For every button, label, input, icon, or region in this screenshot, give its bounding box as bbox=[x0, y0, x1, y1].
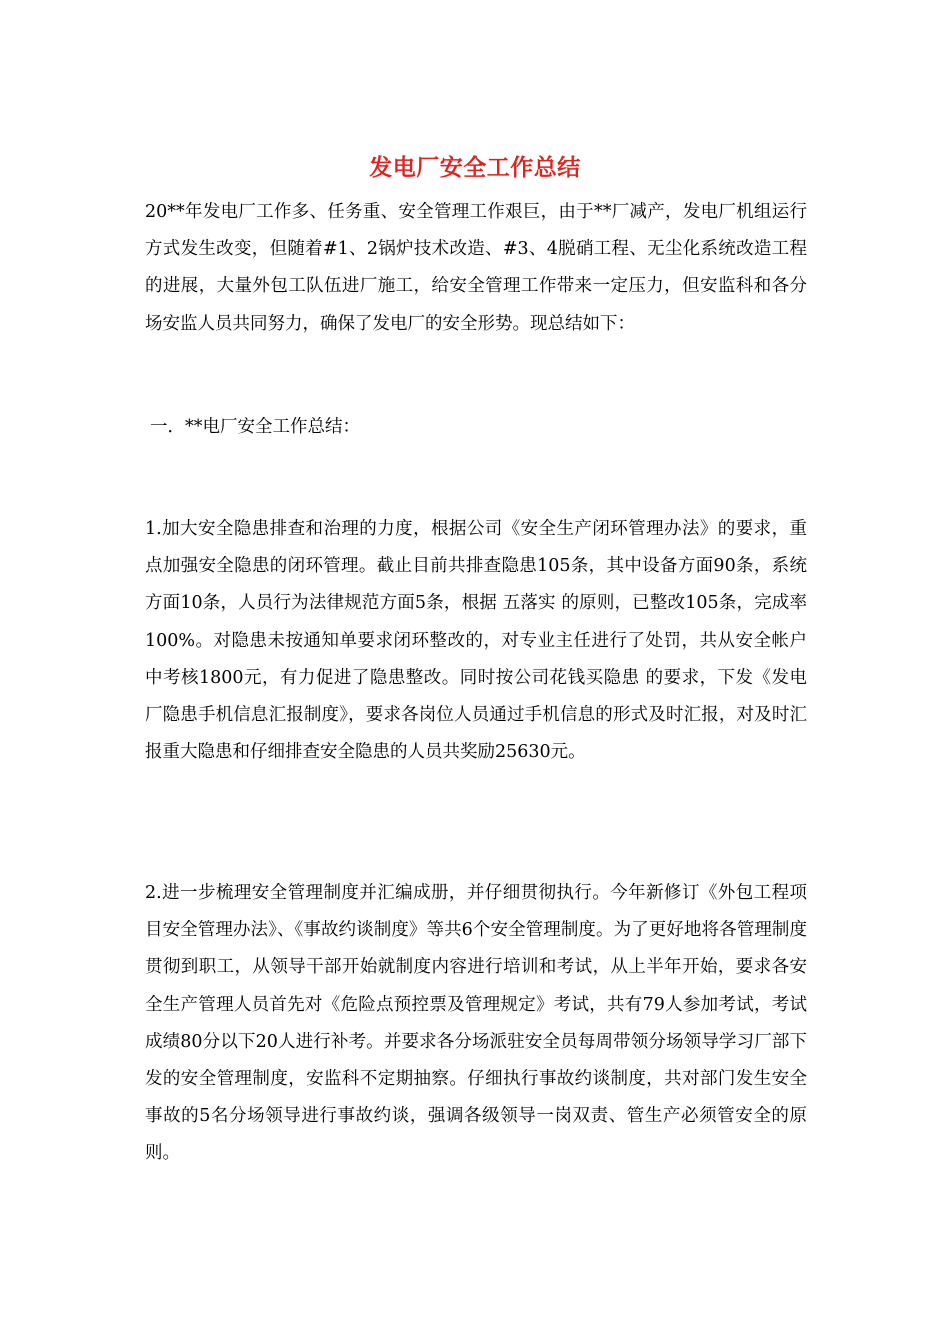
intro-paragraph: 20**年发电厂工作多、任务重、安全管理工作艰巨，由于**厂减产，发电厂机组运行方式发生改变，但随着#1、2锅炉技术改造、#3、4脱硝工程、无尘化系统改造工程的进展，大量外包工队伍进厂施工，给安全管理工作带来一定压力，但安监科和各分场安监人员共同努力，确保了发电厂的安全形势。现总结如下： bbox=[145, 202, 807, 334]
document-title: 发电厂安全工作总结 bbox=[369, 154, 581, 181]
section-heading: 一．**电厂安全工作总结： bbox=[150, 417, 360, 437]
list-item-1: 1.加大安全隐患排查和治理的力度，根据公司《安全生产闭环管理办法》的要求，重点加强安全隐患的闭环管理。截止目前共排查隐患105条，其中设备方面90条，系统方面10条，人员行为法律规范方面5条，根据 五落实 的原则，已整改105条，完成率100%。对隐患未按通知单要求闭环整改的，对专业主任进行了处罚，共从安全帐户中考核1800元，有力促进了隐患整改。同时按公司花钱买隐患 的要求，下发《发电厂隐患手机信息汇报制度》，要求各岗位人员通过手机信息的形式及时汇报，对及时汇报重大隐患和仔细排查安全隐患的人员共奖励25630元。 bbox=[145, 519, 807, 763]
list-item-2: 2.进一步梳理安全管理制度并汇编成册，并仔细贯彻执行。今年新修订《外包工程项目安全管理办法》、《事故约谈制度》等共6个安全管理制度。为了更好地将各管理制度贯彻到职工，从领导干部开始就制度内容进行培训和考试，从上半年开始，要求各安全生产管理人员首先对《危险点预控票及管理规定》考试，共有79人参加考试，考试成绩80分以下20人进行补考。并要求各分场派驻安全员每周带领分场领导学习厂部下发的安全管理制度，安监科不定期抽察。仔细执行事故约谈制度，共对部门发生安全事故的5名分场领导进行事故约谈，强调各级领导一岗双责、管生产必须管安全的原则。 bbox=[145, 883, 807, 1164]
